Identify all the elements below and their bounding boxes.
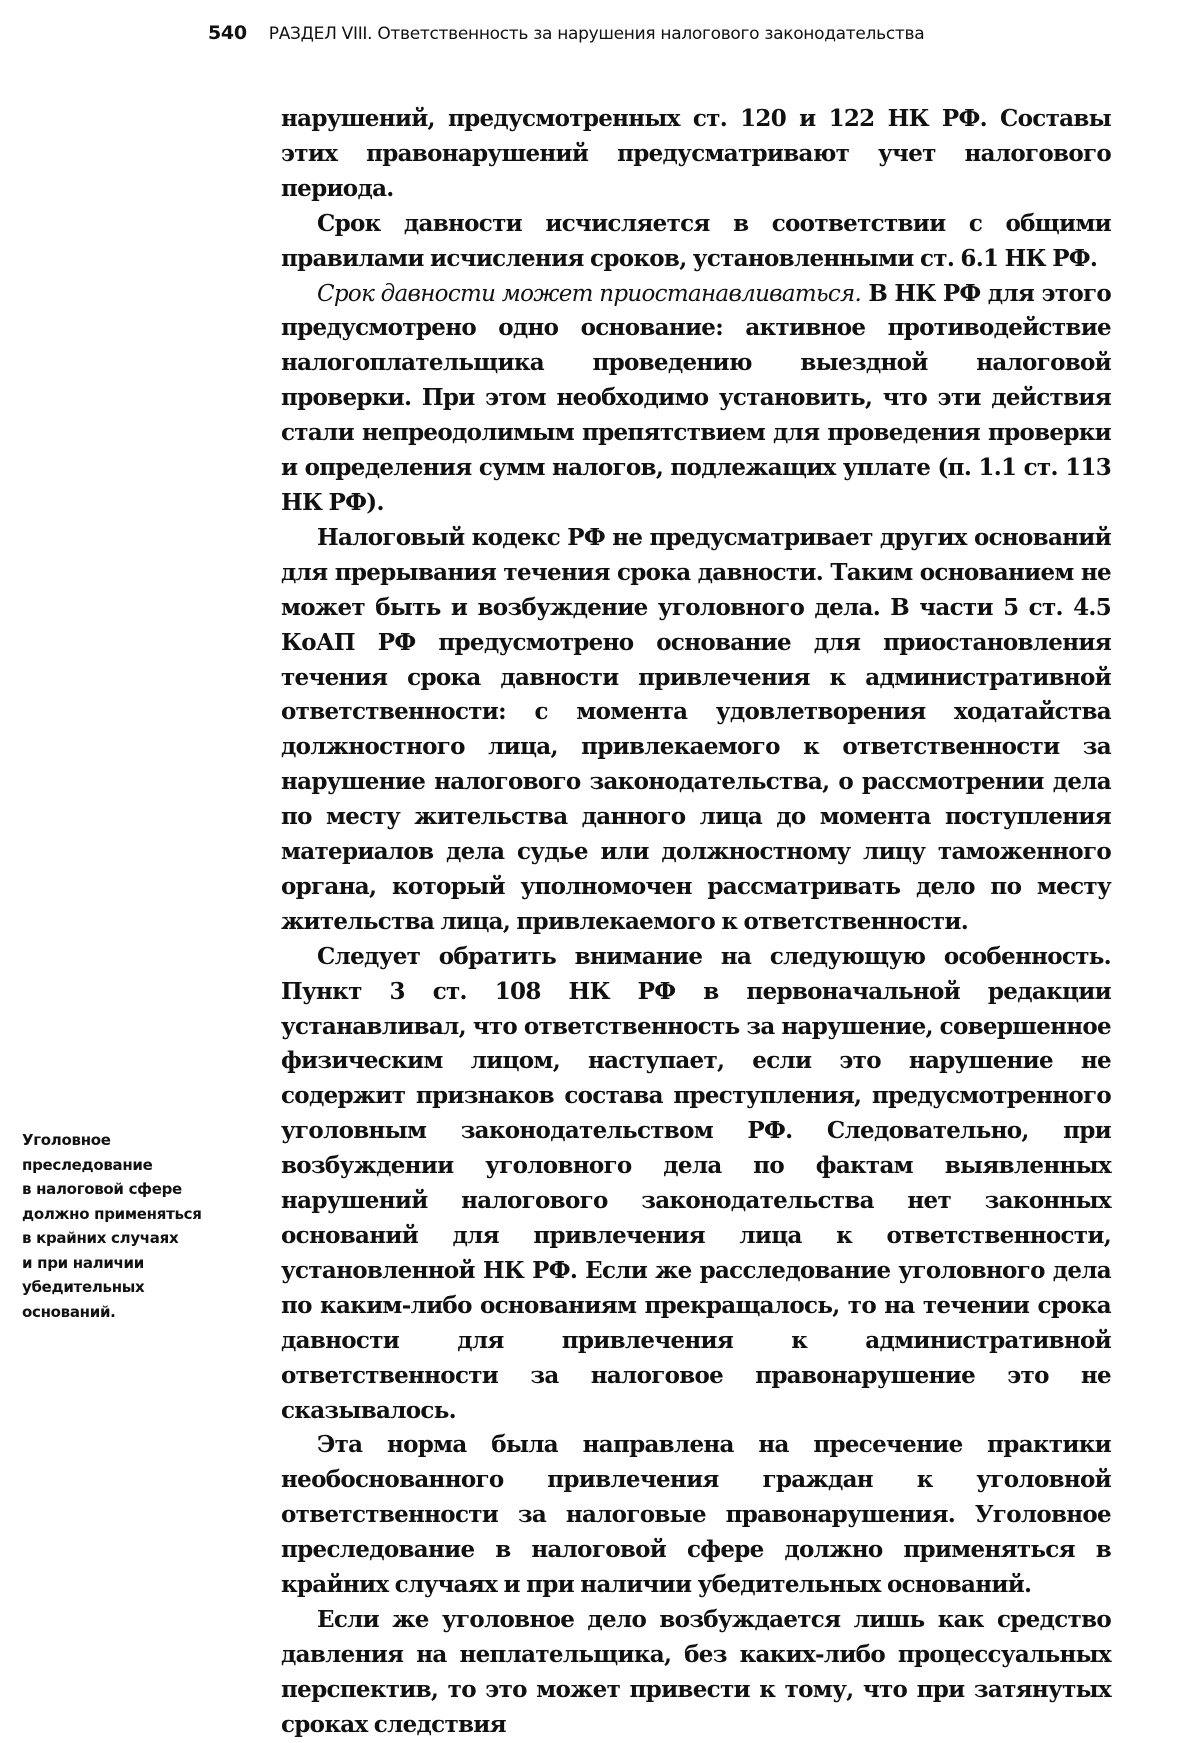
margin-note-line: в налоговой сфере xyxy=(22,1180,182,1198)
paragraph-3-rest: В НК РФ для этого предусмотрено одно основание: активное противодействие налогоплательщика проведению выездной налоговой проверки. При этом необходимо установить, что эти действия стали непреодолимым препятствием для проведения проверки и определения сумм налогов, подлежащих уплате (п. 1.1 ст. 113 НК РФ). xyxy=(281,279,1111,516)
paragraph-1: нарушений, предусмотренных ст. 120 и 122 НК РФ. Составы этих правонарушений предусматривают учет налогового периода. xyxy=(281,105,1111,202)
margin-note-line: преследование xyxy=(22,1155,153,1174)
margin-note-line: должно применяться xyxy=(22,1204,202,1223)
paragraph-2: Срок давности исчисляется в соответствии с общими правилами исчисления сроков, установленными ст. 6.1 НК РФ. xyxy=(281,209,1111,272)
paragraph-3 xyxy=(281,277,1111,521)
paragraph-3-lead: Срок давности может приостанавливаться. xyxy=(317,280,862,307)
margin-note-line: в крайних случаях xyxy=(22,1229,179,1247)
margin-note-line: Уголовное xyxy=(22,1131,111,1149)
running-header xyxy=(208,18,1108,48)
margin-note-line: оснований. xyxy=(22,1302,116,1321)
paragraph-7: Если же уголовное дело возбуждается лишь как средство давления на неплательщика, без каких-либо процессуальных перспектив, то это может привести к тому, что при затянутых сроках следствия xyxy=(281,1605,1111,1738)
paragraph-6: Эта норма была направлена на пресечение практики необоснованного привлечения граждан к уголовной ответственности за налоговые правонарушения. Уголовное преследование в налоговой сфере должно применяться в крайних случаях и при наличии убедительных оснований. xyxy=(281,1431,1111,1599)
paragraph-5: Следует обратить внимание на следующую особенность. Пункт 3 ст. 108 НК РФ в первоначальной редакции устанавливал, что ответственность за нарушение, совершенное физическим лицом, наступает, если это нарушение не содержит признаков состава преступления, предусмотренного уголовным законодательством РФ. Следовательно, при возбуждении уголовного дела по фактам выявленных нарушений налогового законодательства нет законных оснований для привлечения лица к ответственности, установленной НК РФ. Если же расследование уголовного дела по каким-либо основаниям прекращалось, то на течении срока давности для привлечения к административной ответственности за налоговое правонарушение это не сказывалось. xyxy=(281,942,1111,1424)
margin-note xyxy=(22,1128,242,1324)
margin-note-line: и при наличии xyxy=(22,1253,144,1272)
main-text xyxy=(281,102,1111,1743)
running-title: РАЗДЕЛ VIII. Ответственность за нарушения налогового законодательства xyxy=(268,24,925,44)
page-number: 540 xyxy=(208,22,247,44)
margin-note-line: убедительных xyxy=(22,1278,145,1296)
paragraph-4: Налоговый кодекс РФ не предусматривает других оснований для прерывания течения срока давности. Таким основанием не может быть и возбуждение уголовного дела. В части 5 ст. 4.5 КоАП РФ предусмотрено основание для приостановления течения срока давности привлечения к административной ответственности: с момента удовлетворения ходатайства должностного лица, привлекаемого к ответственности за нарушение налогового законодательства, о рассмотрении дела по месту жительства данного лица до момента поступления материалов дела судье или должностному лицу таможенного органа, который уполномочен рассматривать дело по месту жительства лица, привлекаемого к ответственности. xyxy=(281,523,1111,935)
